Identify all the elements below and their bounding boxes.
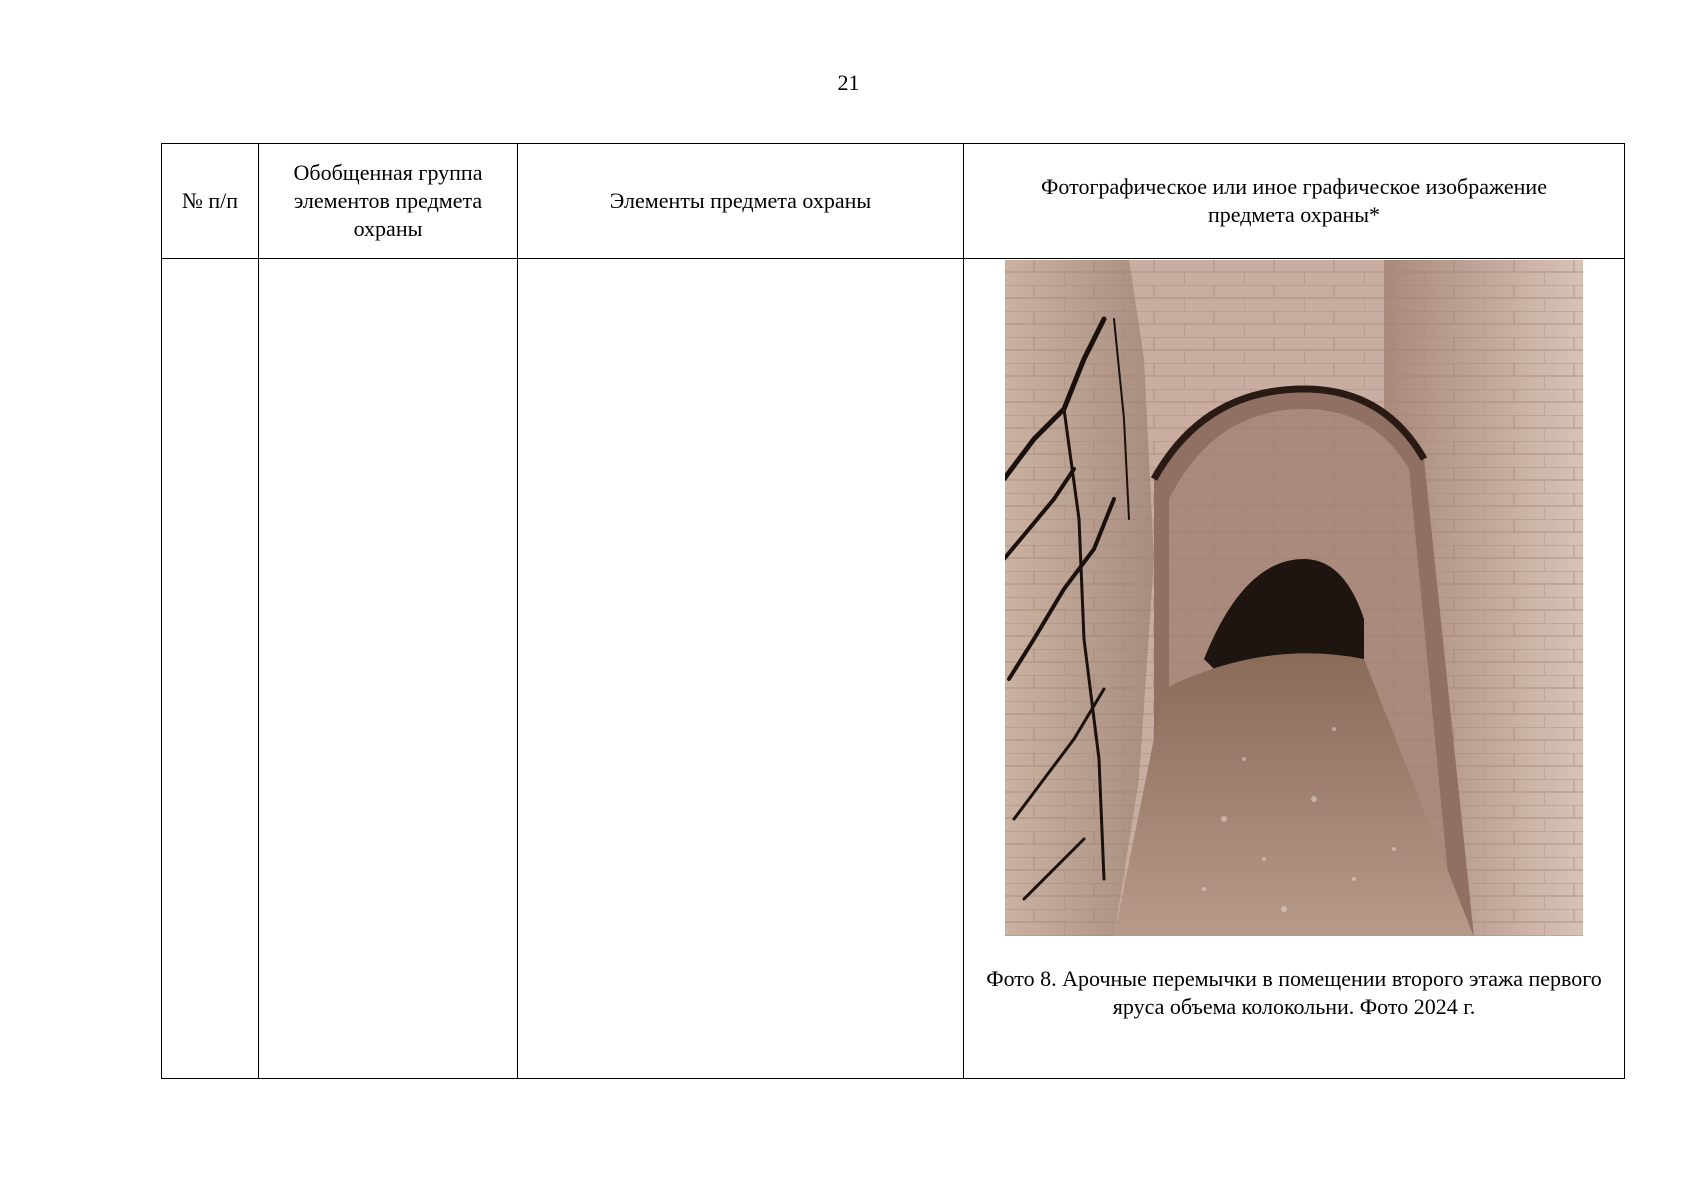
- page-number: 21: [837, 70, 860, 95]
- header-group: Обобщенная группа элементов предмета охраны: [259, 144, 518, 259]
- header-elements: Элементы предмета охраны: [518, 144, 964, 259]
- header-number: № п/п: [162, 144, 259, 259]
- arched-brick-vault-photo: [1004, 259, 1584, 937]
- cell-group: [259, 259, 518, 1079]
- photo-caption: Фото 8. Арочные перемычки в помещении второго этажа первого яруса объема колокольни. Фото 2024 г.: [986, 966, 1602, 1019]
- table-header-row: [162, 144, 1625, 259]
- header-image-label: Фотографическое или иное графическое изображение предмета охраны*: [1041, 174, 1547, 227]
- table-row: [162, 259, 1625, 1079]
- protection-elements-table: [161, 143, 1625, 1079]
- cell-photo: [964, 259, 1625, 1079]
- header-image: [964, 144, 1625, 259]
- cell-number: [162, 259, 259, 1079]
- cell-elements: [518, 259, 964, 1079]
